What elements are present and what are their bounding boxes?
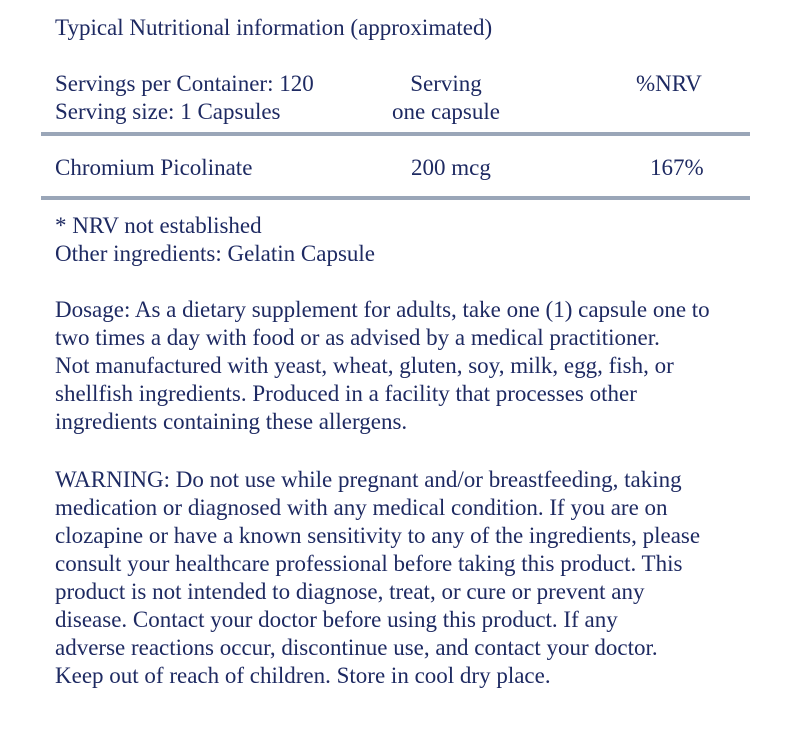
dosage-line: ingredients containing these allergens.	[55, 409, 408, 434]
dosage-block	[55, 296, 710, 436]
warning-line: consult your healthcare professional before taking this product. This	[55, 551, 683, 576]
warning-line: clozapine or have a known sensitivity to any of the ingredients, please	[55, 523, 701, 548]
warning-line: adverse reactions occur, discontinue use, and contact your doctor.	[55, 635, 658, 660]
warning-block	[55, 466, 700, 690]
warning-line: medication or diagnosed with any medical condition. If you are on	[55, 495, 668, 520]
warning-line: WARNING: Do not use while pregnant and/or breastfeeding, taking	[55, 467, 682, 492]
serving-value: one capsule	[392, 99, 500, 124]
table-top-rule	[41, 132, 750, 136]
other-ingredients: Other ingredients: Gelatin Capsule	[55, 241, 376, 266]
label-title: Typical Nutritional information (approximated)	[55, 15, 493, 40]
nrv-column-header: %NRV	[636, 71, 702, 96]
table-bottom-rule	[41, 196, 750, 200]
servings-info	[55, 70, 314, 126]
dosage-line: Not manufactured with yeast, wheat, gluten, soy, milk, egg, fish, or	[55, 353, 674, 378]
ingredient-name: Chromium Picolinate	[55, 155, 253, 180]
warning-line: product is not intended to diagnose, treat, or cure or prevent any	[55, 579, 645, 604]
dosage-line: shellfish ingredients. Produced in a facility that processes other	[55, 381, 637, 406]
warning-line: Keep out of reach of children. Store in cool dry place.	[55, 663, 551, 688]
serving-column-header	[389, 70, 503, 126]
nrv-footnote: * NRV not established	[55, 213, 262, 238]
serving-size: Serving size: 1 Capsules	[55, 99, 281, 124]
ingredient-amount: 200 mcg	[411, 155, 491, 180]
warning-line: disease. Contact your doctor before using this product. If any	[55, 607, 618, 632]
notes-block	[55, 212, 375, 268]
servings-per-container: Servings per Container: 120	[55, 71, 314, 96]
dosage-line: two times a day with food or as advised by a medical practitioner.	[55, 325, 660, 350]
serving-label: Serving	[410, 71, 482, 96]
dosage-line: Dosage: As a dietary supplement for adults, take one (1) capsule one to	[55, 297, 710, 322]
ingredient-nrv: 167%	[650, 155, 704, 180]
